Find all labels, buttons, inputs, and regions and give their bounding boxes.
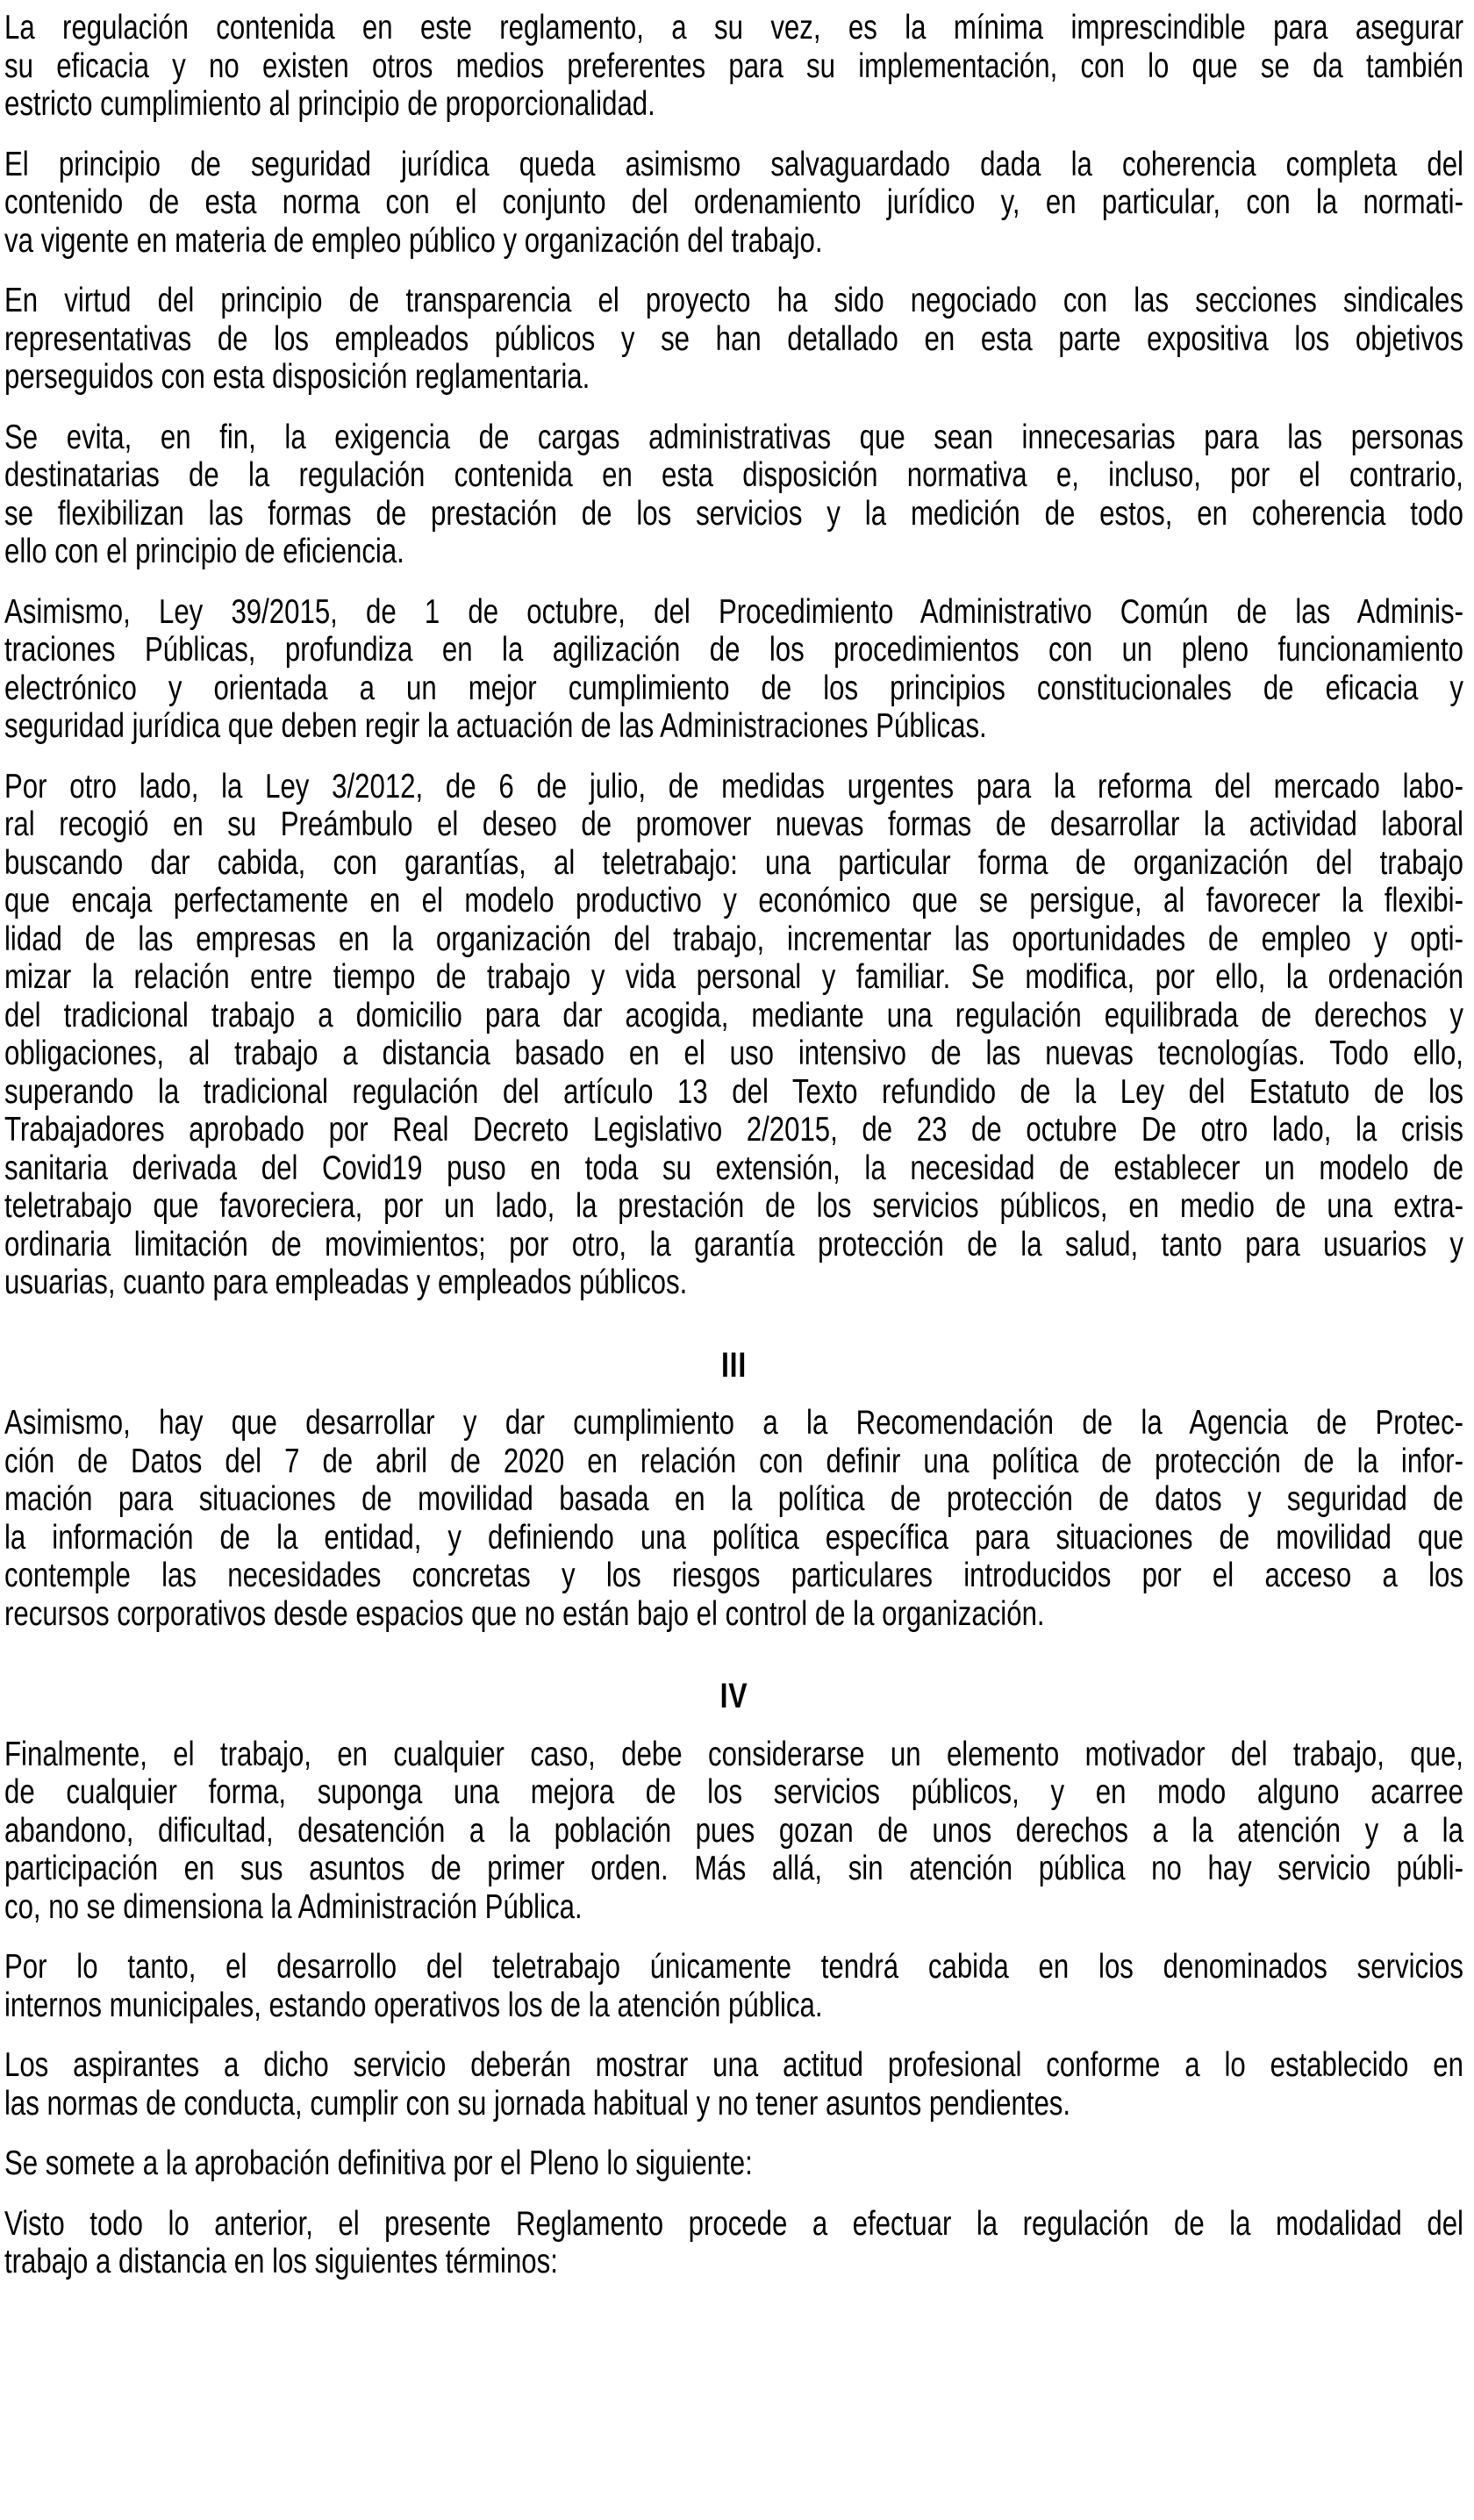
text-line: contemple las necesidades concretas y los riesgos particulares introducidos por el acceso a los [4, 1557, 1463, 1594]
paragraph [4, 2046, 1463, 2123]
text-line: mizar la relación entre tiempo de trabajo y vida personal y familiar. Se modifica, por ello, la ordenación [4, 958, 1463, 996]
paragraph [4, 1736, 1463, 1927]
text-line: usuarias, cuanto para empleadas y empleados públicos. [4, 1264, 688, 1301]
text-line: Visto todo lo anterior, el presente Reglamento procede a efectuar la regulación de la modalidad del [4, 2204, 1463, 2243]
text-line: que encaja perfectamente en el modelo productivo y económico que se persigue, al favorecer la flexibi- [4, 882, 1463, 920]
paragraph [4, 593, 1463, 746]
text-line: se flexibilizan las formas de prestación de los servicios y la medición de estos, en coherencia todo [4, 494, 1463, 533]
text-line: contenido de esta norma con el conjunto del ordenamiento jurídico y, en particular, con la normati- [4, 183, 1463, 221]
paragraph [4, 146, 1463, 261]
text-line: participación en sus asuntos de primer orden. Más allá, sin atención pública no hay servicio públi- [4, 1850, 1463, 1887]
section-heading: III [720, 1345, 748, 1385]
text-line: Por otro lado, la Ley 3/2012, de 6 de julio, de medidas urgentes para la reforma del mercado labo- [4, 767, 1463, 805]
text-line: ral recogió en su Preámbulo el deseo de promover nuevas formas de desarrollar la actividad laboral [4, 805, 1463, 843]
text-line: perseguidos con esta disposición reglamentaria. [4, 358, 590, 396]
text-line: La regulación contenida en este reglamento, a su vez, es la mínima imprescindible para asegurar [4, 9, 1463, 47]
text-line: Asimismo, hay que desarrollar y dar cumplimiento a la Recomendación de la Agencia de Protec- [4, 1404, 1463, 1442]
text-line: superando la tradicional regulación del artículo 13 del Texto refundido de la Ley del Estatuto de los [4, 1072, 1463, 1111]
text-line: abandono, dificultad, desatención a la población pues gozan de unos derechos a la atención y a la [4, 1811, 1463, 1850]
text-line: representativas de los empleados públicos y se han detallado en esta parte expositiva los objetivos [4, 319, 1463, 358]
text-line: ción de Datos del 7 de abril de 2020 en relación con definir una política de protección de la infor- [4, 1442, 1463, 1480]
section-heading: IV [719, 1677, 748, 1715]
text-line: sanitaria derivada del Covid19 puso en toda su extensión, la necesidad de establecer un modelo de [4, 1149, 1463, 1187]
text-line: buscando dar cabida, con garantías, al teletrabajo: una particular forma de organización del trabajo [4, 843, 1463, 882]
paragraph [4, 9, 1463, 124]
text-line: la información de la entidad, y definiendo una política específica para situaciones de movilidad que [4, 1518, 1463, 1557]
text-line: Los aspirantes a dicho servicio deberán mostrar una actitud profesional conforme a lo establecido en [4, 2046, 1463, 2084]
paragraph [4, 768, 1463, 1302]
text-line: destinatarias de la regulación contenida en esta disposición normativa e, incluso, por el contrario, [4, 456, 1463, 494]
text-line: las normas de conducta, cumplir con su jornada habitual y no tener asuntos pendientes. [4, 2084, 1071, 2123]
text-line: su eficacia y no existen otros medios preferentes para su implementación, con lo que se da también [4, 47, 1463, 85]
paragraph [4, 419, 1463, 571]
text-line: estricto cumplimiento al principio de proporcionalidad. [4, 85, 655, 123]
text-line: ello con el principio de eficiencia. [4, 533, 404, 570]
text-line: ordinaria limitación de movimientos; por otro, la garantía protección de la salud, tanto para usuarios y [4, 1225, 1463, 1264]
text-line: seguridad jurídica que deben regir la actuación de las Administraciones Públicas. [4, 707, 987, 745]
text-line: internos municipales, estando operativos los de la atención pública. [4, 1986, 823, 2024]
paragraph [4, 2205, 1463, 2281]
text-line: electrónico y orientada a un mejor cumplimiento de los principios constitucionales de eficacia y [4, 669, 1463, 707]
text-column [4, 9, 1463, 2303]
text-line: Finalmente, el trabajo, en cualquier caso, debe considerarse un elemento motivador del trabajo, que, [4, 1735, 1463, 1773]
paragraph [4, 2144, 1463, 2183]
text-line: va vigente en materia de empleo público y organización del trabajo. [4, 221, 823, 260]
paragraph [4, 1948, 1463, 2024]
text-line: Se somete a la aprobación definitiva por el Pleno lo siguiente: [4, 2144, 753, 2182]
text-line: Por lo tanto, el desarrollo del teletrabajo únicamente tendrá cabida en los denominados servicios [4, 1948, 1463, 1986]
text-line: co, no se dimensiona la Administración Pública. [4, 1887, 583, 1926]
text-line: trabajo a distancia en los siguientes términos: [4, 2243, 558, 2280]
text-line: traciones Públicas, profundiza en la agilización de los procedimientos con un pleno funcionamiento [4, 631, 1463, 669]
text-line: Trabajadores aprobado por Real Decreto Legislativo 2/2015, de 23 de octubre De otro lado, la crisis [4, 1111, 1463, 1149]
text-line: Se evita, en fin, la exigencia de cargas administrativas que sean innecesarias para las personas [4, 418, 1463, 456]
text-line: obligaciones, al trabajo a distancia basado en el uso intensivo de las nuevas tecnologías. Todo ello, [4, 1034, 1463, 1072]
text-line: lidad de las empresas en la organización del trabajo, incrementar las oportunidades de empleo y opti- [4, 920, 1463, 958]
text-line: teletrabajo que favoreciera, por un lado, la prestación de los servicios públicos, en medio de una extra- [4, 1187, 1463, 1225]
text-line: recursos corporativos desde espacios que no están bajo el control de la organización. [4, 1594, 1045, 1633]
text-line: En virtud del principio de transparencia el proyecto ha sido negociado con las secciones sindicales [4, 282, 1463, 319]
text-line: El principio de seguridad jurídica queda asimismo salvaguardado dada la coherencia completa del [4, 145, 1463, 183]
text-line: mación para situaciones de movilidad basada en la política de protección de datos y seguridad de [4, 1480, 1463, 1518]
text-line: Asimismo, Ley 39/2015, de 1 de octubre, del Procedimiento Administrativo Común de las Adminis- [4, 592, 1463, 631]
text-line: de cualquier forma, suponga una mejora de los servicios públicos, y en modo alguno acarree [4, 1773, 1463, 1811]
text-line: del tradicional trabajo a domicilio para dar acogida, mediante una regulación equilibrada de derechos y [4, 996, 1463, 1034]
paragraph [4, 1404, 1463, 1633]
paragraph [4, 282, 1463, 397]
